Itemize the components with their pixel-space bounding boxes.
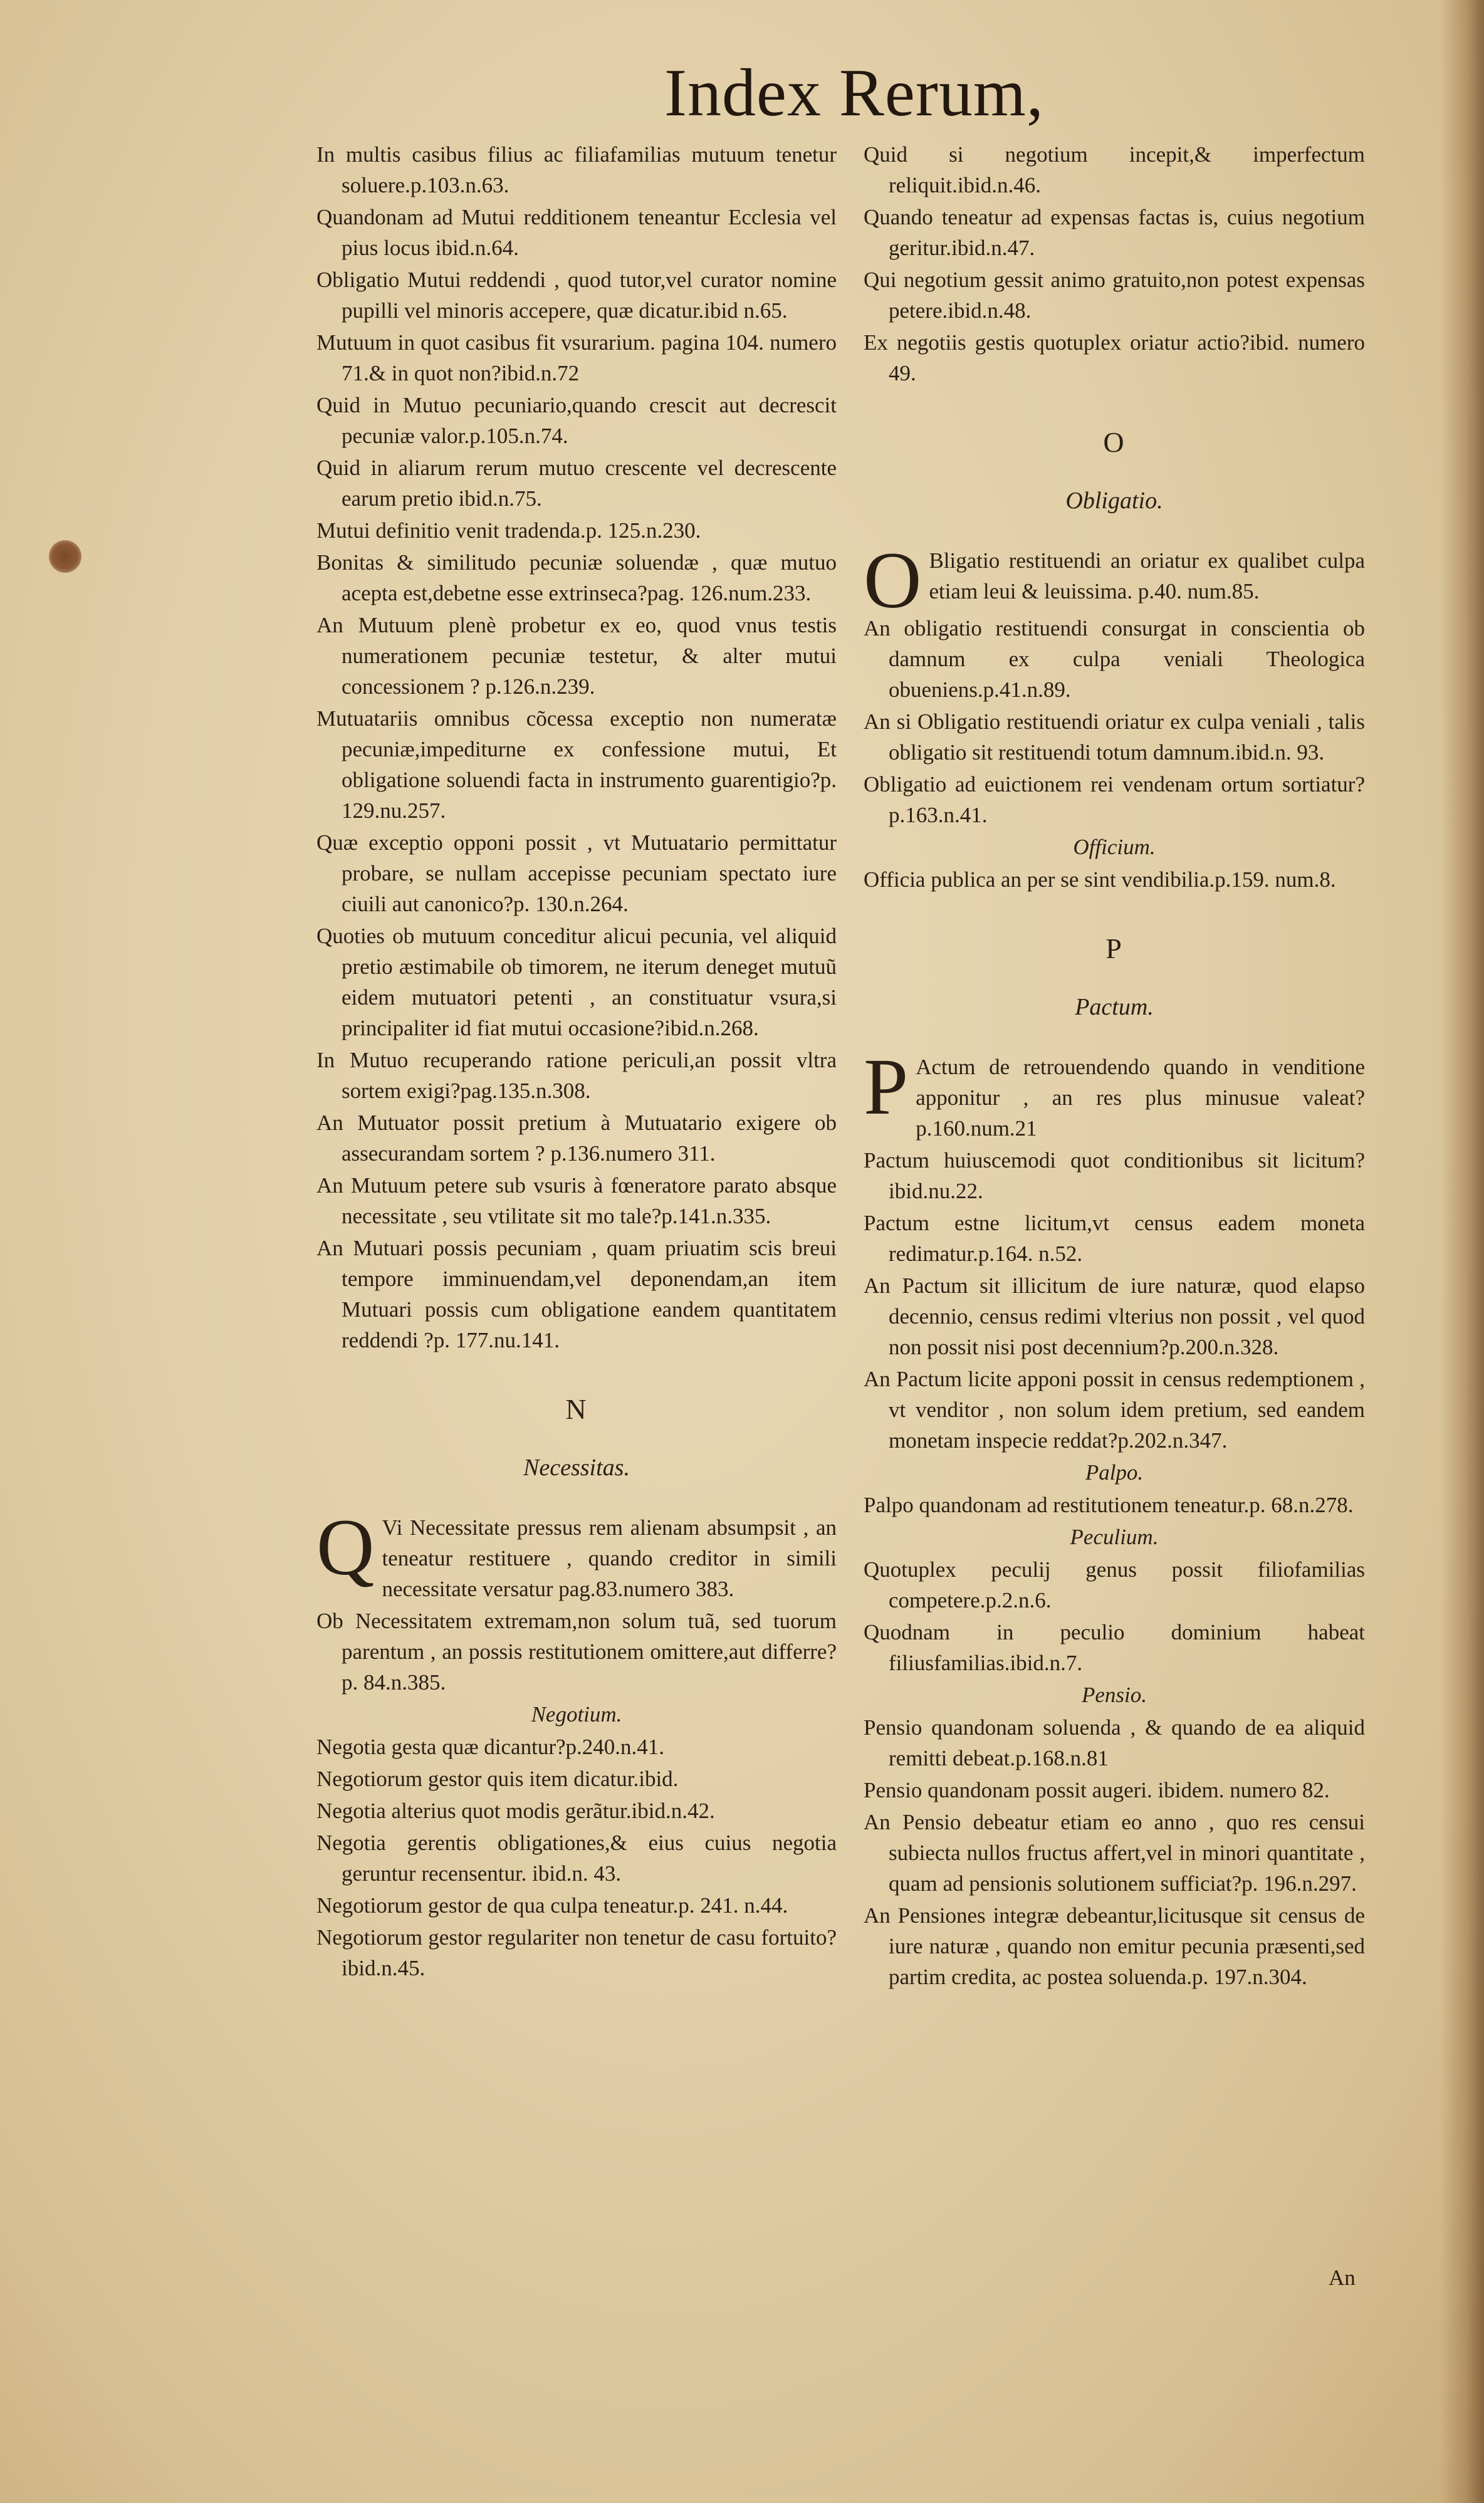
index-entry: Negotia gesta quæ dicantur?p.240.n.41.: [316, 1735, 665, 1759]
sub-heading: Pensio.: [1081, 1683, 1147, 1707]
index-entry: Quando teneatur ad expensas factas is, cuius negotium geritur.ibid.n.47.: [864, 205, 1365, 260]
index-entry: Quodnam in peculio dominium habeat filiusfamilias.ibid.n.7.: [864, 1620, 1365, 1675]
index-entry: Negotiorum gestor quis item dicatur.ibid.: [316, 1767, 679, 1791]
section-letter: O: [1103, 426, 1126, 458]
sub-heading: Officium.: [1073, 835, 1156, 859]
index-entry: An Pensiones integræ debeantur,licitusque sit census de iure naturæ , quando non emitur pecunia præsenti,sed partim credita, ac postea soluenda.p. 197.n.304.: [864, 1903, 1365, 1989]
index-entry: An Mutuum plenè probetur ex eo, quod vnus testis numerationem pecuniæ testetur, & alter mutui concessionem ? p.126.n.239.: [316, 613, 837, 699]
index-entry: An Mutuum petere sub vsuris à fœneratore parato absque necessitate , seu vtilitate sit mo tale?p.141.n.335.: [316, 1173, 837, 1228]
index-entry: Mutuatariis omnibus cõcessa exceptio non numeratæ pecuniæ,impediturne ex confessione mutui, Et obligatione soluendi facta in instrumento guarentigio?p. 129.nu.257.: [316, 706, 837, 823]
index-entry: An Pactum licite apponi possit in census redemptionem , vt venditor , non solum idem pretium, sed eandem monetam inspecie reddat?p.202.n.347.: [864, 1367, 1365, 1453]
drop-cap-initial: Q: [316, 1503, 375, 1592]
index-entry: In multis casibus filius ac filiafamilias mutuum tenetur soluere.p.103.n.63.: [316, 142, 837, 197]
drop-cap-text: Bligatio restituendi an oriatur ex qualibet culpa etiam leui & leuissima. p.40. num.85.: [929, 548, 1365, 604]
sub-heading: Palpo.: [1085, 1460, 1144, 1485]
index-entry: Pensio quandonam possit augeri. ibidem. numero 82.: [864, 1778, 1330, 1802]
sub-heading: Negotium.: [531, 1702, 622, 1727]
index-entry: Ob Necessitatem extremam,non solum tuã, sed tuorum parentum , an possis restitutionem omittere,aut differre?p. 84.n.385.: [316, 1609, 837, 1695]
index-entry: An Pactum sit illicitum de iure naturæ, quod elapso decennio, census redimi vlterius non possit , vel quod non possit nisi post decennium?p.200.n.328.: [864, 1273, 1365, 1359]
index-entry: Mutuum in quot casibus fit vsurarium. pagina 104. numero 71.& in quot non?ibid.n.72: [316, 330, 837, 385]
index-entry: Obligatio ad euictionem rei vendenam ortum sortiatur?p.163.n.41.: [864, 772, 1365, 827]
catchword: An: [1329, 2265, 1356, 2290]
index-entry: Quotuplex peculij genus possit filiofamilias competere.p.2.n.6.: [864, 1557, 1365, 1612]
index-entry: Qui negotium gessit animo gratuito,non potest expensas petere.ibid.n.48.: [864, 268, 1365, 323]
index-entry: Quandonam ad Mutui redditionem teneantur Ecclesia vel pius locus ibid.n.64.: [316, 205, 837, 260]
drop-cap-initial: P: [864, 1042, 909, 1131]
index-entry: An Mutuari possis pecuniam , quam priuatim scis breui tempore imminuendam,vel deponendam,an item Mutuari possis cum obligatione eandem quantitatem reddendi ?p. 177.nu.141.: [316, 1236, 837, 1352]
index-entry: Pensio quandonam soluenda , & quando de ea aliquid remitti debeat.p.168.n.81: [864, 1715, 1365, 1770]
section-letter: N: [565, 1393, 588, 1425]
drop-cap-text: Vi Necessitate pressus rem alienam absumpsit , an teneatur restituere , quando creditor in simili necessitate versatur pag.83.numero 383.: [382, 1515, 837, 1601]
drop-cap-text: Actum de retrouendendo quando in venditione apponitur , an res plus minusue valeat?p.160.num.21: [916, 1055, 1365, 1141]
right-column: [864, 139, 1365, 1994]
index-entry: In Mutuo recuperando ratione periculi,an possit vltra sortem exigi?pag.135.n.308.: [316, 1048, 837, 1103]
section-title: Pactum.: [1075, 994, 1154, 1020]
index-entry: Bonitas & similitudo pecuniæ soluendæ , quæ mutuo acepta est,debetne esse extrinseca?pag. 126.num.233.: [316, 550, 837, 605]
section-title: Necessitas.: [523, 1455, 630, 1481]
section-title: Obligatio.: [1065, 488, 1163, 514]
index-entry: An obligatio restituendi consurgat in conscientia ob damnum ex culpa veniali Theologica obueniens.p.41.n.89.: [864, 616, 1365, 702]
index-entry: Mutui definitio venit tradenda.p. 125.n.230.: [316, 518, 701, 543]
index-entry: Ex negotiis gestis quotuplex oriatur actio?ibid. numero 49.: [864, 330, 1365, 385]
page-header: Index Rerum,: [664, 56, 1044, 130]
index-entry: Negotia gerentis obligationes,& eius cuius negotia geruntur recensentur. ibid.n. 43.: [316, 1831, 837, 1886]
index-entry: Pactum huiuscemodi quot conditionibus sit licitum?ibid.nu.22.: [864, 1148, 1365, 1203]
index-entry: Negotiorum gestor regulariter non tenetur de casu fortuito?ibid.n.45.: [316, 1925, 837, 1980]
drop-cap-initial: O: [864, 536, 922, 625]
sub-heading: Peculium.: [1070, 1525, 1159, 1549]
index-entry-drop-cap: [864, 1042, 1365, 1144]
index-entry-drop-cap: [864, 536, 1365, 625]
index-entry: Negotia alterius quot modis gerãtur.ibid.n.42.: [316, 1799, 715, 1823]
page-spine-shadow: [1440, 0, 1484, 2503]
index-entry: Pactum estne licitum,vt census eadem moneta redimatur.p.164. n.52.: [864, 1211, 1365, 1266]
index-entry: Officia publica an per se sint vendibilia.p.159. num.8.: [864, 867, 1336, 892]
index-entry: An si Obligatio restituendi oriatur ex culpa veniali , talis obligatio sit restituendi totum damnum.ibid.n. 93.: [864, 709, 1365, 765]
left-column: [316, 139, 837, 1985]
section-letter: P: [1105, 933, 1123, 964]
index-entry: Quoties ob mutuum conceditur alicui pecunia, vel aliquid pretio æstimabile ob timorem, ne iterum deneget mutuũ eidem mutuatori petenti , an constituatur vsura,si principaliter id fiat mutui occasione?ibid.n.268.: [316, 924, 837, 1040]
index-entry-drop-cap: [316, 1503, 837, 1604]
index-entry: An Pensio debeatur etiam eo anno , quo res censui subiecta nullos fructus affert,vel in minori quantitate , quam ad pensionis solutionem sufficiat?p. 196.n.297.: [864, 1810, 1365, 1896]
index-entry: Obligatio Mutui reddendi , quod tutor,vel curator nomine pupilli vel minoris accepere, quæ dicatur.ibid n.65.: [316, 268, 837, 323]
index-entry: Quæ exceptio opponi possit , vt Mutuatario permittatur probare, se nullam accepisse pecuniam spectato iure ciuili aut canonico?p. 130.n.264.: [316, 830, 837, 916]
index-entry: Palpo quandonam ad restitutionem teneatur.p. 68.n.278.: [864, 1493, 1354, 1517]
index-entry: An Mutuator possit pretium à Mutuatario exigere ob assecurandam sortem ? p.136.numero 311.: [316, 1110, 837, 1166]
index-entry: Quid in aliarum rerum mutuo crescente vel decrescente earum pretio ibid.n.75.: [316, 456, 837, 511]
index-entry: Negotiorum gestor de qua culpa teneatur.p. 241. n.44.: [316, 1893, 788, 1918]
ink-stain: [49, 540, 81, 573]
index-entry: Quid in Mutuo pecuniario,quando crescit aut decrescit pecuniæ valor.p.105.n.74.: [316, 393, 837, 448]
index-entry: Quid si negotium incepit,& imperfectum reliquit.ibid.n.46.: [864, 142, 1365, 197]
